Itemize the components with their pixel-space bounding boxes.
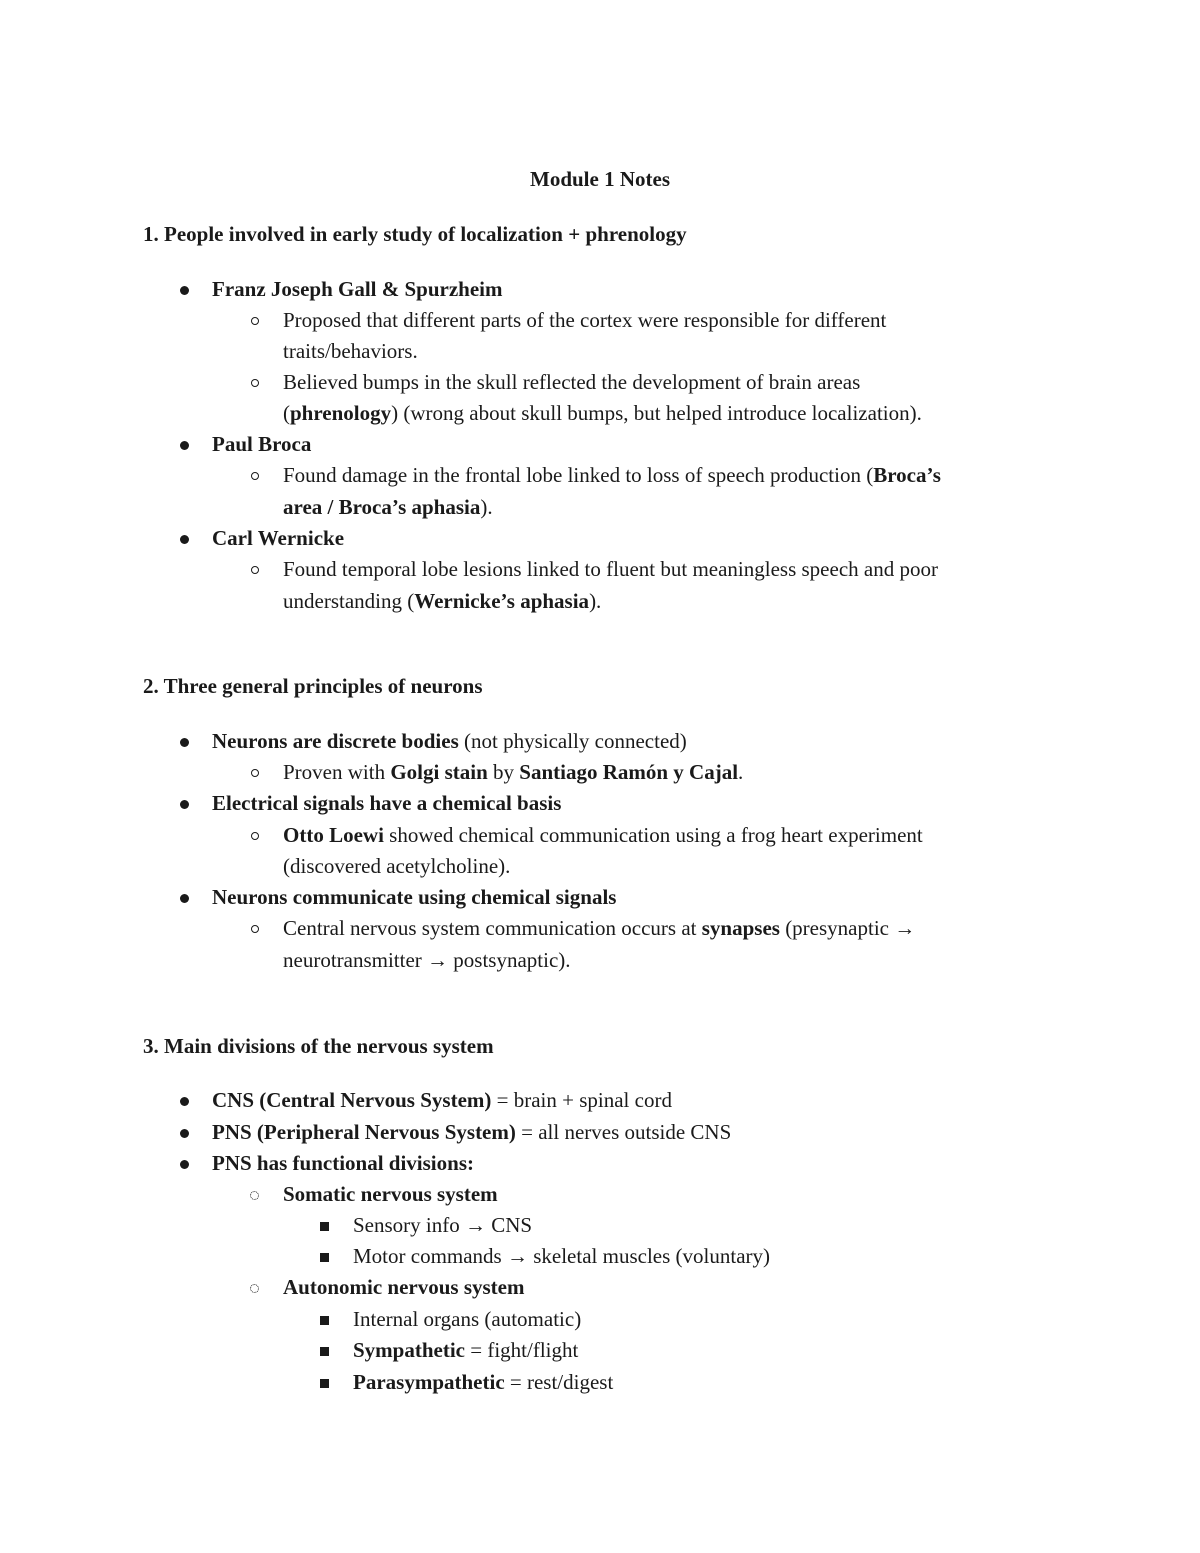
list-item-text: (phrenology) (wrong about skull bumps, but helped introduce localization). (283, 401, 922, 425)
list-item-text: Found damage in the frontal lobe linked to loss of speech production (Broca’s (283, 463, 941, 487)
bullet-circle-icon (251, 925, 259, 933)
bullet-disc-icon (180, 738, 189, 747)
bullet-disc-icon (180, 535, 189, 544)
list-item-pns: PNS (Peripheral Nervous System) = all nerves outside CNS (212, 1120, 732, 1144)
list-item-wernicke: Carl Wernicke (212, 526, 345, 550)
list-item-autonomic: Autonomic nervous system (283, 1275, 525, 1299)
bullet-circle-icon (251, 472, 259, 480)
list-item-text: Proposed that different parts of the cortex were responsible for different (283, 308, 887, 332)
bullet-disc-icon (180, 1097, 189, 1106)
bullet-disc-icon (180, 894, 189, 903)
list-item-text: Believed bumps in the skull reflected the development of brain areas (283, 370, 861, 394)
bullet-square-icon (320, 1222, 329, 1231)
list-item-text: area / Broca’s aphasia). (283, 495, 493, 519)
list-item-text: Central nervous system communication occurs at synapses (presynaptic → (283, 916, 916, 940)
bullet-circle-icon (250, 1284, 259, 1293)
list-item-gall: Franz Joseph Gall & Spurzheim (212, 277, 503, 301)
list-item-parasympathetic: Parasympathetic = rest/digest (353, 1370, 614, 1394)
bullet-circle-icon (251, 769, 259, 777)
list-item-text: Found temporal lobe lesions linked to fluent but meaningless speech and poor (283, 557, 938, 581)
list-item-broca: Paul Broca (212, 432, 312, 456)
bullet-disc-icon (180, 1129, 189, 1138)
bullet-circle-icon (251, 317, 259, 325)
bullet-circle-icon (251, 379, 259, 387)
list-item-text: understanding (Wernicke’s aphasia). (283, 589, 602, 613)
page-title: Module 1 Notes (530, 167, 670, 191)
list-item-text: (discovered acetylcholine). (283, 854, 511, 878)
bullet-disc-icon (180, 441, 189, 450)
section-3-heading: 3. Main divisions of the nervous system (143, 1034, 494, 1058)
section-1-heading: 1. People involved in early study of localization + phrenology (143, 222, 687, 246)
list-item-principle-2: Electrical signals have a chemical basis (212, 791, 562, 815)
section-2-heading: 2. Three general principles of neurons (143, 674, 483, 698)
list-item-text: Proven with Golgi stain by Santiago Ramón y Cajal. (283, 760, 744, 784)
list-item-principle-1: Neurons are discrete bodies (not physically connected) (212, 729, 687, 753)
bullet-square-icon (320, 1379, 329, 1388)
list-item-cns: CNS (Central Nervous System) = brain + spinal cord (212, 1088, 672, 1112)
bullet-disc-icon (180, 800, 189, 809)
bullet-disc-icon (180, 286, 189, 295)
list-item-text: traits/behaviors. (283, 339, 418, 363)
list-item-sympathetic: Sympathetic = fight/flight (353, 1338, 579, 1362)
list-item-text: Motor commands → skeletal muscles (voluntary) (353, 1244, 770, 1268)
list-item-text: neurotransmitter → postsynaptic). (283, 948, 571, 972)
bullet-square-icon (320, 1347, 329, 1356)
list-item-principle-3: Neurons communicate using chemical signals (212, 885, 617, 909)
bullet-disc-icon (180, 1160, 189, 1169)
list-item-somatic: Somatic nervous system (283, 1182, 498, 1206)
bullet-circle-icon (251, 832, 259, 840)
bullet-square-icon (320, 1316, 329, 1325)
list-item-text: Otto Loewi showed chemical communication using a frog heart experiment (283, 823, 923, 847)
bullet-circle-icon (250, 1191, 259, 1200)
list-item-text: Internal organs (automatic) (353, 1307, 582, 1331)
bullet-circle-icon (251, 566, 259, 574)
list-item-functional: PNS has functional divisions: (212, 1151, 474, 1175)
bullet-square-icon (320, 1253, 329, 1262)
list-item-text: Sensory info → CNS (353, 1213, 533, 1237)
